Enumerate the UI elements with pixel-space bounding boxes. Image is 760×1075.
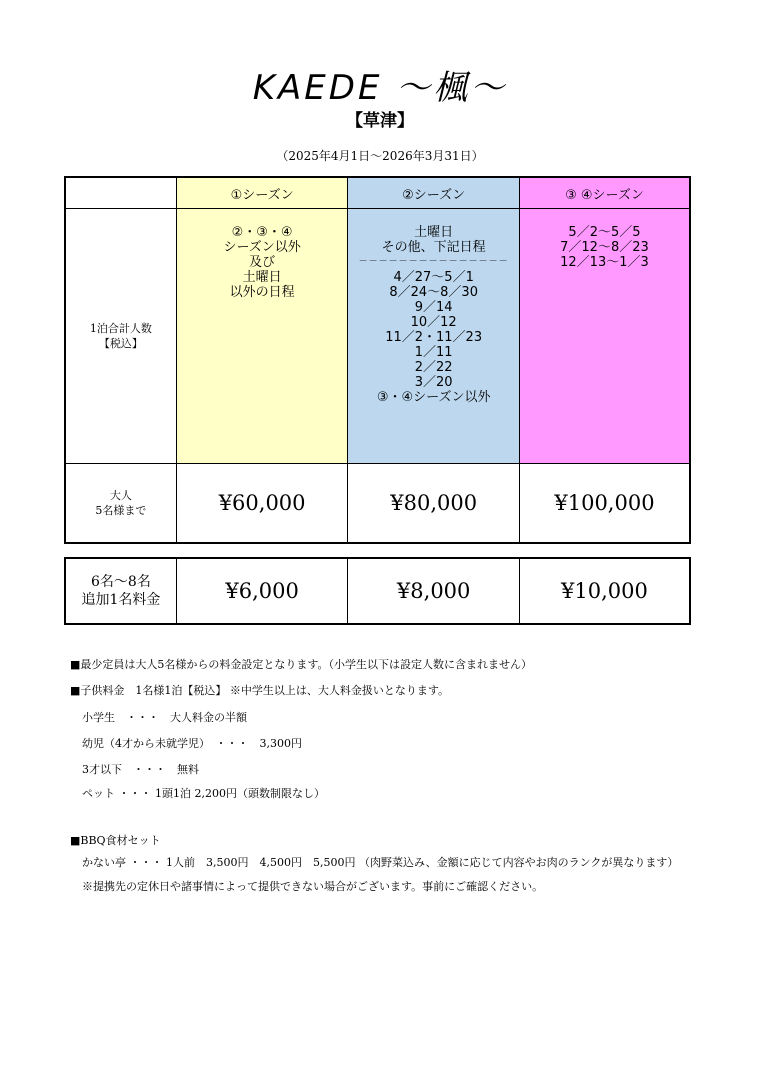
extra-person-row — [65, 558, 690, 624]
row-label-total: 1泊合計人数 【税込】 — [65, 209, 176, 464]
season-2-conditions: 土曜日 その他、下記日程 －－－－－－－－－－－－－－－ 4／27～5／1 8／24～8／30 9／14 10／12 11／2・11／23 1／11 2／22 3／20 ③・④シーズン以外 — [348, 209, 520, 464]
bbq-notice: ※提携先の定休日や諸事情によって提供できない場合がございます。事前にご確認ください。 — [82, 880, 544, 893]
extra-person-table — [64, 557, 691, 625]
elementary-fee: 小学生 ・・・ 大人料金の半額 — [82, 711, 247, 724]
season-1-conditions: ②・③・④ シーズン以外 及び 土曜日 以外の日程 — [176, 209, 348, 464]
infant-fee: 幼児（4才から未就学児） ・・・ 3,300円 — [82, 737, 302, 750]
adult-price-season-2: ¥80,000 — [348, 464, 520, 544]
adult-label: 大人 5名様まで — [65, 464, 176, 544]
extra-price-season-1: ¥6,000 — [176, 558, 348, 624]
min-capacity-note: ■最少定員は大人5名様からの料金設定となります。（小学生以下は設定人数に含まれません） — [70, 658, 533, 671]
adult-price-row — [65, 464, 690, 544]
adult-price-season-1: ¥60,000 — [176, 464, 348, 544]
extra-person-label: 6名～8名 追加1名料金 — [65, 558, 176, 624]
validity-period: （2025年4月1日～2026年3月31日） — [276, 149, 484, 163]
season-description-row — [65, 209, 690, 464]
pet-fee: ペット ・・・ 1頭1泊 2,200円（頭数制限なし） — [82, 787, 325, 800]
adult-price-season-3-4: ¥100,000 — [519, 464, 690, 544]
extra-price-season-3-4: ¥10,000 — [519, 558, 690, 624]
season-2-header: ②シーズン — [348, 177, 520, 209]
season-3-4-conditions: 5／2～5／5 7／12～8／23 12／13～1／3 — [519, 209, 690, 464]
bbq-title: ■BBQ食材セット — [70, 834, 161, 847]
child-fee-note: ■子供料金 1名様1泊【税込】 ※中学生以上は、大人料金扱いとなります。 — [70, 684, 450, 697]
bbq-detail: かない亭 ・・・ 1人前 3,500円 4,500円 5,500円 （肉野菜込み、金額に応じて内容やお肉のランクが異なります） — [82, 856, 679, 869]
season-header-row — [65, 177, 690, 209]
season-3-4-header: ③ ④シーズン — [519, 177, 690, 209]
pricing-table — [64, 176, 691, 544]
extra-price-season-2: ¥8,000 — [348, 558, 520, 624]
header-empty-cell — [65, 177, 176, 209]
page-title: KAEDE ～楓～ — [252, 68, 508, 108]
season-1-header: ①シーズン — [176, 177, 348, 209]
toddler-fee: 3才以下 ・・・ 無料 — [82, 763, 199, 776]
location-subtitle: 【草津】 — [346, 111, 414, 131]
